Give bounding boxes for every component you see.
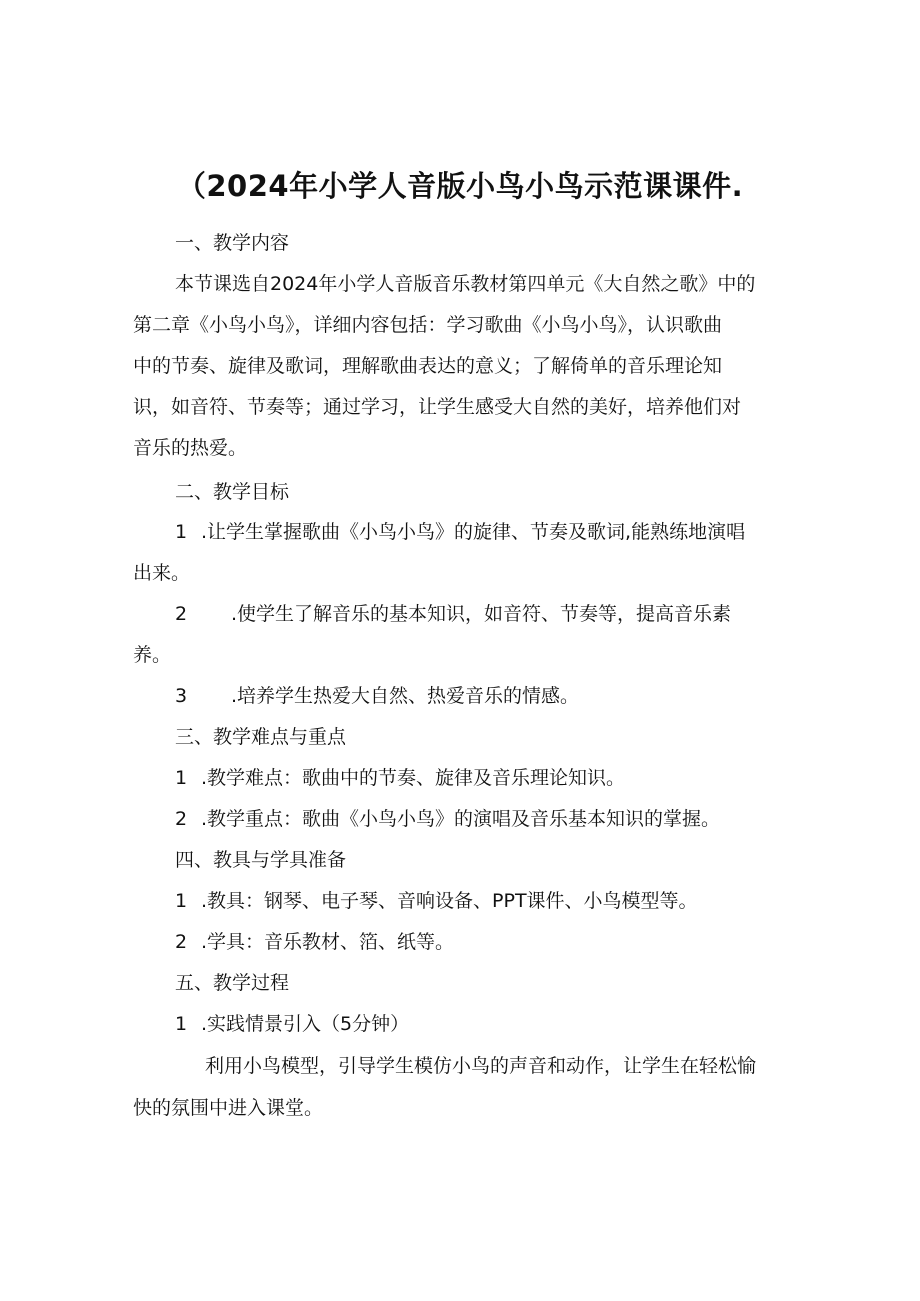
list-item-continuation: 养。 [133,644,172,666]
list-item [175,520,835,544]
list-item-text: .教学重点：歌曲《小鸟小鸟》的演唱及音乐基本知识的掌握。 [201,808,721,830]
list-item [175,1012,835,1036]
list-item [175,766,835,790]
paragraph-line: 利用小鸟模型，引导学生模仿小鸟的声音和动作，让学生在轻松愉 [205,1055,757,1077]
list-item-number: 1 [175,1013,188,1035]
section-heading-difficulties: 三、教学难点与重点 [175,726,347,748]
document-title: （2024年小学人音版小鸟小鸟示范课课件. [176,169,744,203]
paragraph-line: 音乐的热爱。 [133,437,248,459]
list-item-text: .教学难点：歌曲中的节奏、旋律及音乐理论知识。 [201,767,626,789]
list-item-number: 1 [175,890,188,912]
list-item-continuation: 出来。 [133,562,191,584]
paragraph-line: 快的氛围中进入课堂。 [133,1097,324,1119]
list-item-number: 3 [175,685,188,707]
list-item-number: 2 [175,603,188,625]
list-item-text: .培养学生热爱大自然、热爱音乐的情感。 [231,685,580,707]
paragraph-line: 中的节奏、旋律及歌词，理解歌曲表达的意义；了解倚单的音乐理论知 [133,355,723,377]
section-heading-objectives: 二、教学目标 [175,481,290,503]
list-item-text: .学具：音乐教材、箔、纸等。 [201,931,455,953]
list-item [175,684,835,708]
list-item-text: .让学生掌握歌曲《小鸟小鸟》的旋律、节奏及歌词,能熟练地演唱 [201,521,746,543]
list-item-number: 1 [175,521,188,543]
list-item [175,889,835,913]
list-item-number: 1 [175,767,188,789]
list-item [175,807,835,831]
section-heading-content: 一、教学内容 [175,232,290,254]
paragraph-line: 本节课选自2024年小学人音版音乐教材第四单元《大自然之歌》中的 [175,273,756,295]
list-item [175,602,835,626]
paragraph-line: 第二章《小鸟小鸟》，详细内容包括：学习歌曲《小鸟小鸟》，认识歌曲 [133,314,723,336]
list-item-text: .实践情景引入（5分钟） [201,1013,410,1035]
paragraph-line: 识，如音符、节奏等；通过学习，让学生感受大自然的美好，培养他们对 [133,396,742,418]
list-item-number: 2 [175,931,188,953]
list-item [175,930,835,954]
list-item-text: .教具：钢琴、电子琴、音响设备、PPT课件、小鸟模型等。 [201,890,698,912]
list-item-number: 2 [175,808,188,830]
list-item-text: .使学生了解音乐的基本知识，如音符、节奏等，提高音乐素 [231,603,732,625]
section-heading-tools: 四、教具与学具准备 [175,849,347,871]
section-heading-process: 五、教学过程 [175,972,290,994]
